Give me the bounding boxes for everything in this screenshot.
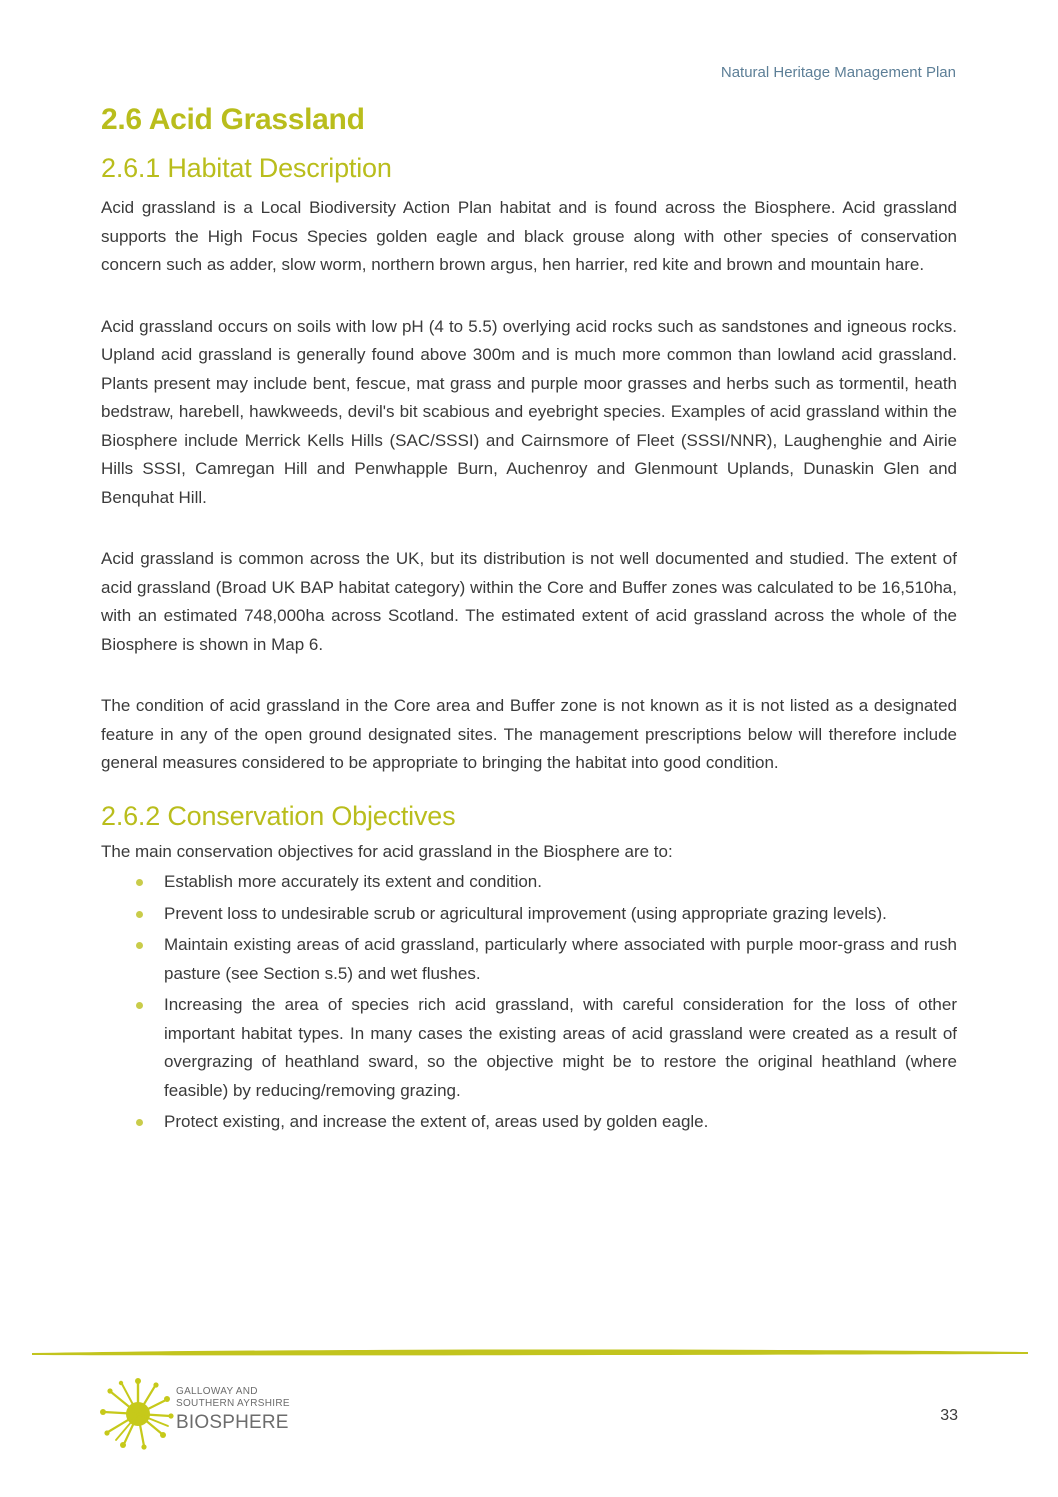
section-title: 2.6 Acid Grassland [101, 103, 365, 136]
objective-item [101, 868, 957, 897]
habitat-description-heading: 2.6.1 Habitat Description [101, 153, 392, 183]
habitat-paragraph-3: Acid grassland is common across the UK, but its distribution is not well documented and studied. The extent of acid grassland (Broad UK BAP habitat category) within the Core and Buffer zones was calculated to be 16,510ha, with an estimated 748,000ha across Scotland. The estimated extent of acid grassland across the whole of the Biosphere is shown in Map 6. [101, 549, 957, 654]
objective-text: Increasing the area of species rich acid grassland, with careful consideration for the loss of other important habitat types. In many cases the existing areas of acid grassland were created as a result of overgrazing of heathland sward, so the objective might be to restore the original heathland (where feasible) by reducing/removing grazing. [164, 995, 957, 1100]
habitat-paragraph-2: Acid grassland occurs on soils with low pH (4 to 5.5) overlying acid rocks such as sandstones and igneous rocks. Upland acid grassland is generally found above 300m and is much more common than lowland acid grassland. Plants present may include bent, fescue, mat grass and purple moor grasses and herbs such as tormentil, heath bedstraw, harebell, hawkweeds, devil's bit scabious and eyebright species. Examples of acid grassland within the Biosphere include Merrick Kells Hills (SAC/SSSI) and Cairnsmore of Fleet (SSSI/NNR), Laughenghie and Airie Hills SSSI, Camregan Hill and Penwhapple Burn, Auchenroy and Glenmount Uplands, Dunaskin Glen and Benquhat Hill. [101, 316, 957, 507]
objective-text: Establish more accurately its extent and condition. [164, 872, 542, 891]
page-content [101, 100, 957, 1140]
objective-item [101, 931, 957, 988]
logo-line-2: SOUTHERN AYRSHIRE [176, 1398, 290, 1409]
conservation-objectives-heading: 2.6.2 Conservation Objectives [101, 800, 456, 831]
objective-text: Maintain existing areas of acid grassland, particularly where associated with purple moor-grass and rush pasture (see Section s.5) and wet flushes. [164, 935, 957, 983]
biosphere-logo-wordmark [176, 1386, 290, 1434]
footer-divider [30, 1345, 1030, 1359]
objective-item [101, 1108, 957, 1137]
running-header: Natural Heritage Management Plan [720, 64, 956, 81]
objective-text: Protect existing, and increase the extent of, areas used by golden eagle. [164, 1112, 709, 1131]
objective-item [101, 900, 957, 929]
objectives-list [101, 868, 957, 1137]
objectives-intro: The main conservation objectives for acid grassland in the Biosphere are to: [101, 841, 673, 861]
bullet-dot-icon [136, 911, 143, 918]
page-number: 33 [940, 1407, 958, 1424]
bullet-dot-icon [136, 1119, 143, 1126]
habitat-paragraph-1: Acid grassland is a Local Biodiversity Action Plan habitat and is found across the Biosphere. Acid grassland supports the High Focus Species golden eagle and black grouse along with other species of conservation concern such as adder, slow worm, northern brown argus, hen harrier, red kite and brown and mountain hare. [101, 198, 957, 274]
bullet-dot-icon [136, 879, 143, 886]
objective-item [101, 991, 957, 1105]
logo-line-3: BIOSPHERE [176, 1412, 289, 1433]
logo-line-1: GALLOWAY AND [176, 1386, 258, 1397]
bullet-dot-icon [136, 1002, 143, 1009]
bullet-dot-icon [136, 942, 143, 949]
objective-text: Prevent loss to undesirable scrub or agricultural improvement (using appropriate grazing levels). [164, 903, 887, 923]
habitat-paragraph-4: The condition of acid grassland in the Core area and Buffer zone is not known as it is not listed as a designated feature in any of the open ground designated sites. The management prescriptions below will therefore include general measures considered to be appropriate to bringing the habitat into good condition. [101, 696, 957, 772]
